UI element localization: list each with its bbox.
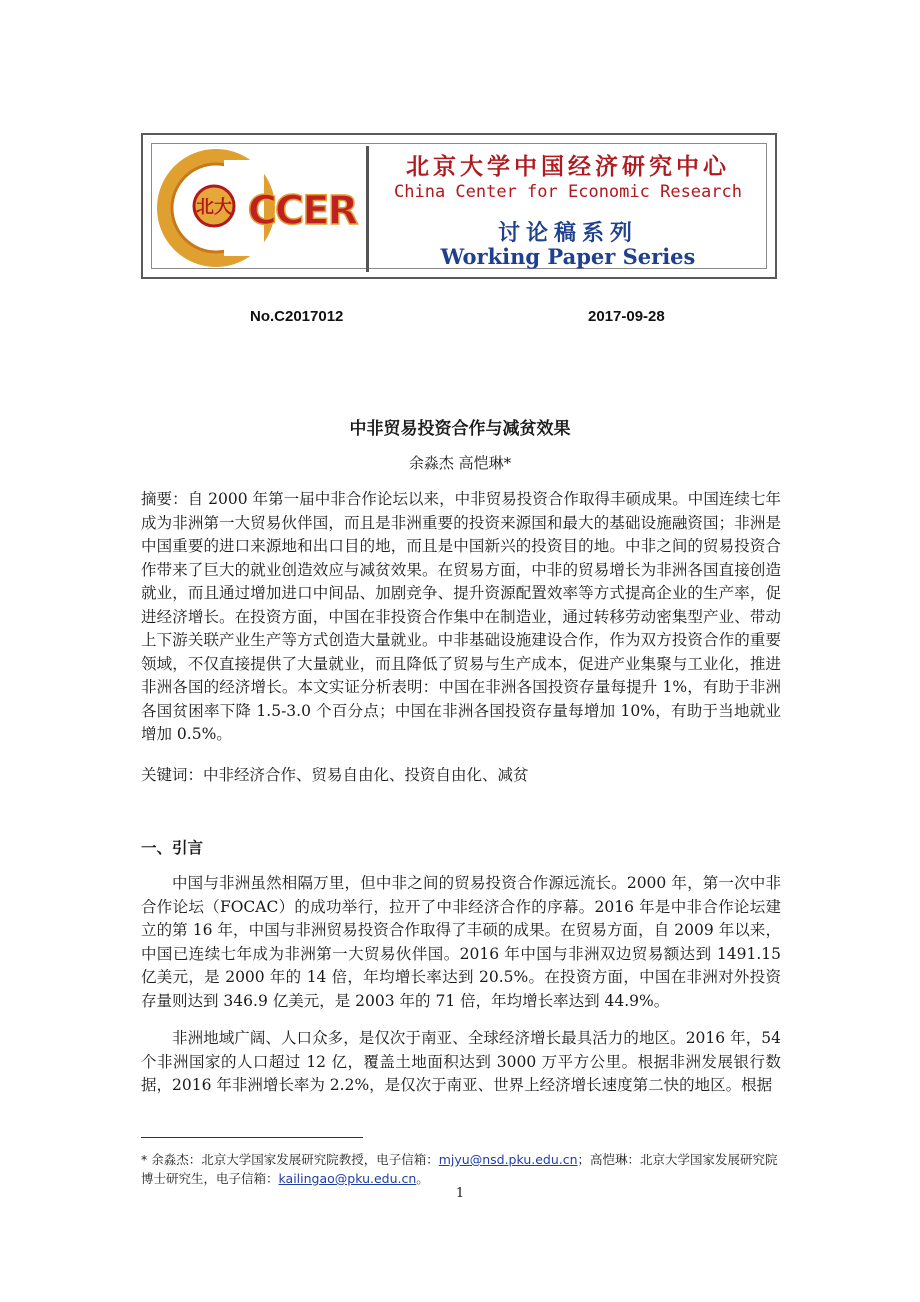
paper-title: 中非贸易投资合作与减贫效果 [349,419,571,439]
page-number: 1 [455,1186,465,1201]
banner-inner-frame [151,143,767,269]
paper-date: 2017-09-28 [588,308,665,325]
series-name-cn: 讨论稿系列 [497,220,638,246]
footnote-suffix: 。 [416,1171,429,1186]
footnote-divider [141,1137,363,1138]
footnote-middle: ；高恺琳：北京大学国家发展研究院博士研究生，电子信箱： [141,1152,778,1186]
center-name-cn: 北京大学中国经济研究中心 [406,153,730,180]
ccer-logo [154,146,369,272]
series-name-en: Working Paper Series [440,244,696,269]
logo-seal-text: 北大 [196,197,232,218]
header-banner [141,133,777,279]
section-heading: 一、引言 [141,839,204,857]
email-link-yu[interactable]: mjyu@nsd.pku.edu.cn [438,1152,578,1167]
body-paragraph: 中国与非洲虽然相隔万里，但中非之间的贸易投资合作源远流长。2000 年，第一次中非合作论坛（FOCAC）的成功举行，拉开了中非经济合作的序幕。2016 年是中非合作论坛建立的第 16 年，中国与非洲贸易投资合作取得了丰硕的成果。在贸易方面，自 2009 年以来，中国已连续七年成为非洲第一大贸易伙伴国。2016 年中国与非洲双边贸易额达到 1491.15 亿美元，是 2000 年的 14 倍，年均增长率达到 20.5%。在投资方面，中国在非洲对外投资存量则达到 346.9 亿美元，是 2003 年的 71 倍，年均增长率达到 44.9%。 [141,874,781,1010]
keywords: 关键词：中非经济合作、贸易自由化、投资自由化、减贫 [141,766,529,784]
footnote [141,1150,781,1188]
logo-ccer-text: CCER [247,188,357,234]
center-name-en: China Center for Economic Research [394,182,742,202]
body-paragraph: 非洲地域广阔、人口众多，是仅次于南亚、全球经济增长最具活力的地区。2016 年，54 个非洲国家的人口超过 12 亿，覆盖土地面积达到 3000 万平方公里。根据非洲发展银行数据，2016 年非洲增长率为 2.2%，是仅次于南亚、世界上经济增长速度第二快的地区。根据 [141,1029,781,1094]
ccer-logo-graphic [154,146,366,272]
abstract: 摘要：自 2000 年第一届中非合作论坛以来，中非贸易投资合作取得丰硕成果。中国连续七年成为非洲第一大贸易伙伴国，而且是非洲重要的投资来源国和最大的基础设施融资国；非洲是中国重要的进口来源地和出口目的地，而且是中国新兴的投资目的地。中非之间的贸易投资合作带来了巨大的就业创造效应与减贫效果。在贸易方面，中非的贸易增长为非洲各国直接创造就业，而且通过增加进口中间品、加剧竞争、提升资源配置效率等方式提高企业的生产率，促进经济增长。在投资方面，中国在非投资合作集中在制造业，通过转移劳动密集型产业、带动上下游关联产业生产等方式创造大量就业。中非基础设施建设合作，作为双方投资合作的重要领域，不仅直接提供了大量就业，而且降低了贸易与生产成本，促进产业集聚与工业化，推进非洲各国的经济增长。本文实证分析表明：中国在非洲各国投资存量每提升 1%，有助于非洲各国贫困率下降 1.5-3.0 个百分点；中国在非洲各国投资存量每增加 10%，有助于当地就业增加 0.5%。 [141,490,781,743]
email-link-gao[interactable]: kailingao@pku.edu.cn [278,1171,417,1186]
paper-number: No.C2017012 [250,308,344,325]
banner-text-area [370,144,766,268]
paper-authors: 余淼杰 高恺琳* [408,454,512,472]
footnote-prefix: * 余淼杰：北京大学国家发展研究院教授，电子信箱： [141,1152,439,1167]
